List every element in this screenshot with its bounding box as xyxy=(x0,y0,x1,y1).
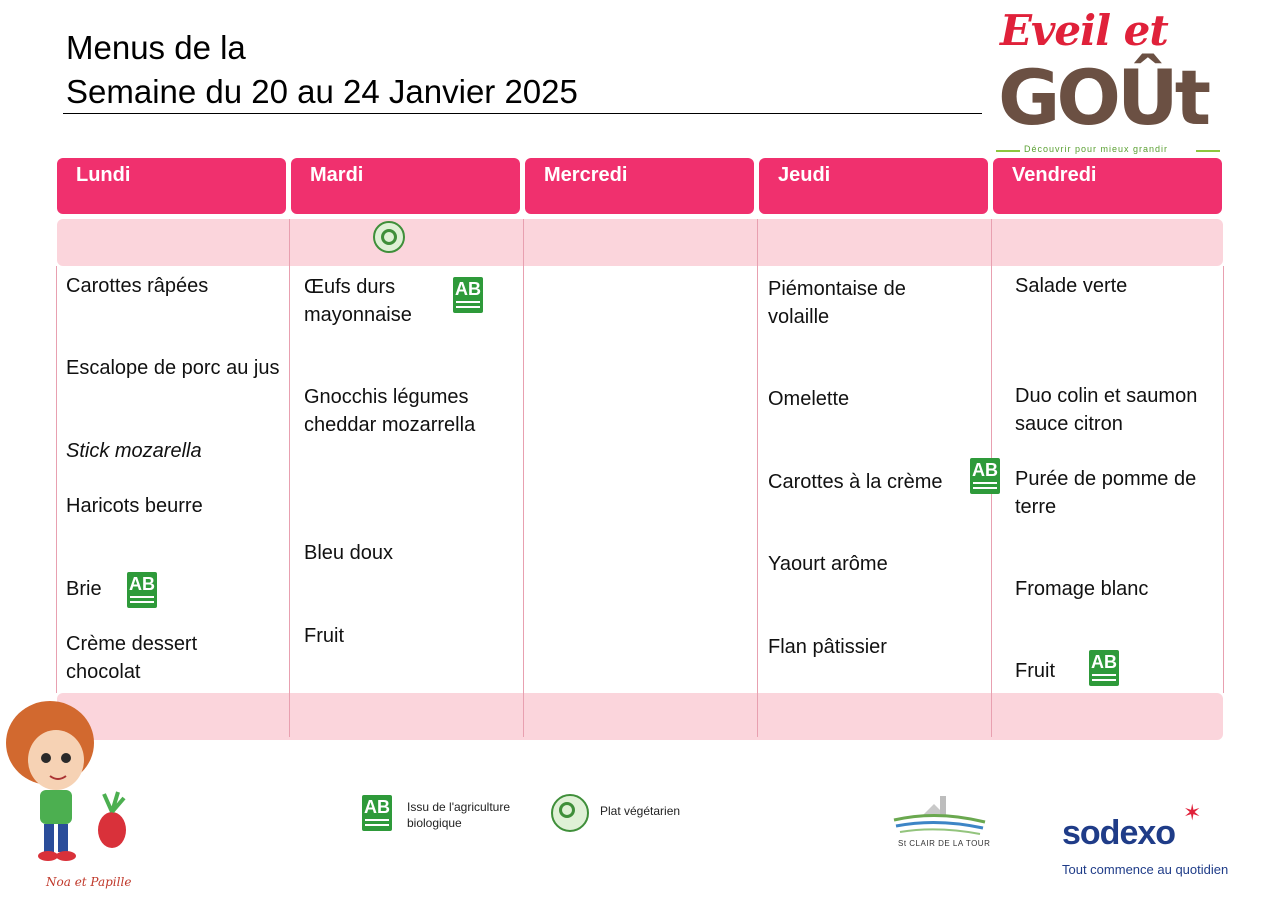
menu-item-mardi-4: Fruit xyxy=(304,625,344,647)
menu-item-lundi-4: Haricots beurre xyxy=(66,495,203,517)
title-line-2: Semaine du 20 au 24 Janvier 2025 xyxy=(66,73,578,110)
page-title xyxy=(66,26,578,114)
menu-item-mardi-2: Gnocchis légumes cheddar mozarrella xyxy=(304,386,476,436)
st-clair-de-la-tour-logo xyxy=(892,792,987,837)
town-label: St CLAIR DE LA TOUR xyxy=(898,839,991,848)
menu-item-vendredi-5: Fruit xyxy=(1015,660,1055,682)
menu-item-vendredi-1: Salade verte xyxy=(1015,275,1128,297)
title-line-1: Menus de la xyxy=(66,29,246,66)
logo-word-gout: GOÛt xyxy=(998,53,1208,142)
menu-item-lundi-2: Escalope de porc au jus xyxy=(66,357,280,379)
mascot-illustration xyxy=(0,698,135,868)
menu-item-mardi-1: Œufs durs mayonnaise xyxy=(304,276,412,326)
sodexo-tagline: Tout commence au quotidien xyxy=(1062,862,1229,877)
organic-ab-icon: AB xyxy=(970,458,1000,494)
column-divider xyxy=(523,219,524,737)
day-header-vendredi: Vendredi xyxy=(993,158,1222,214)
organic-ab-icon: AB xyxy=(453,277,483,313)
menu-item-jeudi-2: Omelette xyxy=(768,388,850,410)
menu-item-lundi-5: Brie xyxy=(66,578,102,600)
menu-item-jeudi-3: Carottes à la crème xyxy=(768,471,943,493)
menu-item-vendredi-4: Fromage blanc xyxy=(1015,578,1149,600)
menu-item-jeudi-4: Yaourt arôme xyxy=(768,553,888,575)
bottom-info-band xyxy=(57,693,1223,740)
logo-tagline: Découvrir pour mieux grandir xyxy=(1024,144,1169,154)
column-divider xyxy=(289,219,290,737)
menu-item-jeudi-5: Flan pâtissier xyxy=(768,636,887,658)
sodexo-logo: sodexo xyxy=(1062,814,1176,852)
logo-rule-right xyxy=(1196,150,1220,152)
vegetarian-icon xyxy=(373,221,405,253)
organic-ab-icon: AB xyxy=(1089,650,1119,686)
logo-word-eveil: Eveil et xyxy=(1000,6,1168,55)
menu-item-lundi-3: Stick mozarella xyxy=(66,440,202,462)
menu-item-lundi-6: Crème dessert chocolat xyxy=(66,633,198,683)
menu-item-vendredi-3: Purée de pomme de terre xyxy=(1015,468,1197,518)
organic-ab-icon: AB xyxy=(127,572,157,608)
mascot-name: Noa et Papille xyxy=(46,875,132,889)
column-divider xyxy=(56,266,57,693)
day-header-mardi: Mardi xyxy=(291,158,520,214)
title-underline xyxy=(63,113,982,114)
day-header-lundi: Lundi xyxy=(57,158,286,214)
legend-bio-label: Issu de l'agriculture biologique xyxy=(407,800,511,830)
day-header-jeudi: Jeudi xyxy=(759,158,988,214)
day-header-mercredi: Mercredi xyxy=(525,158,754,214)
menu-item-vendredi-2: Duo colin et saumon sauce citron xyxy=(1015,385,1198,435)
legend-veg-label: Plat végétarien xyxy=(600,804,681,818)
star-icon: ✶ xyxy=(1183,800,1202,825)
top-info-band xyxy=(57,219,1223,266)
logo-rule-left xyxy=(996,150,1020,152)
menu-item-jeudi-1: Piémontaise de volaille xyxy=(768,278,906,328)
column-divider xyxy=(757,219,758,737)
eveil-et-gout-logo xyxy=(996,6,1221,158)
menu-item-mardi-3: Bleu doux xyxy=(304,542,393,564)
menu-item-lundi-1: Carottes râpées xyxy=(66,275,209,297)
vegetarian-icon xyxy=(551,794,589,832)
organic-ab-icon: AB xyxy=(362,795,392,831)
